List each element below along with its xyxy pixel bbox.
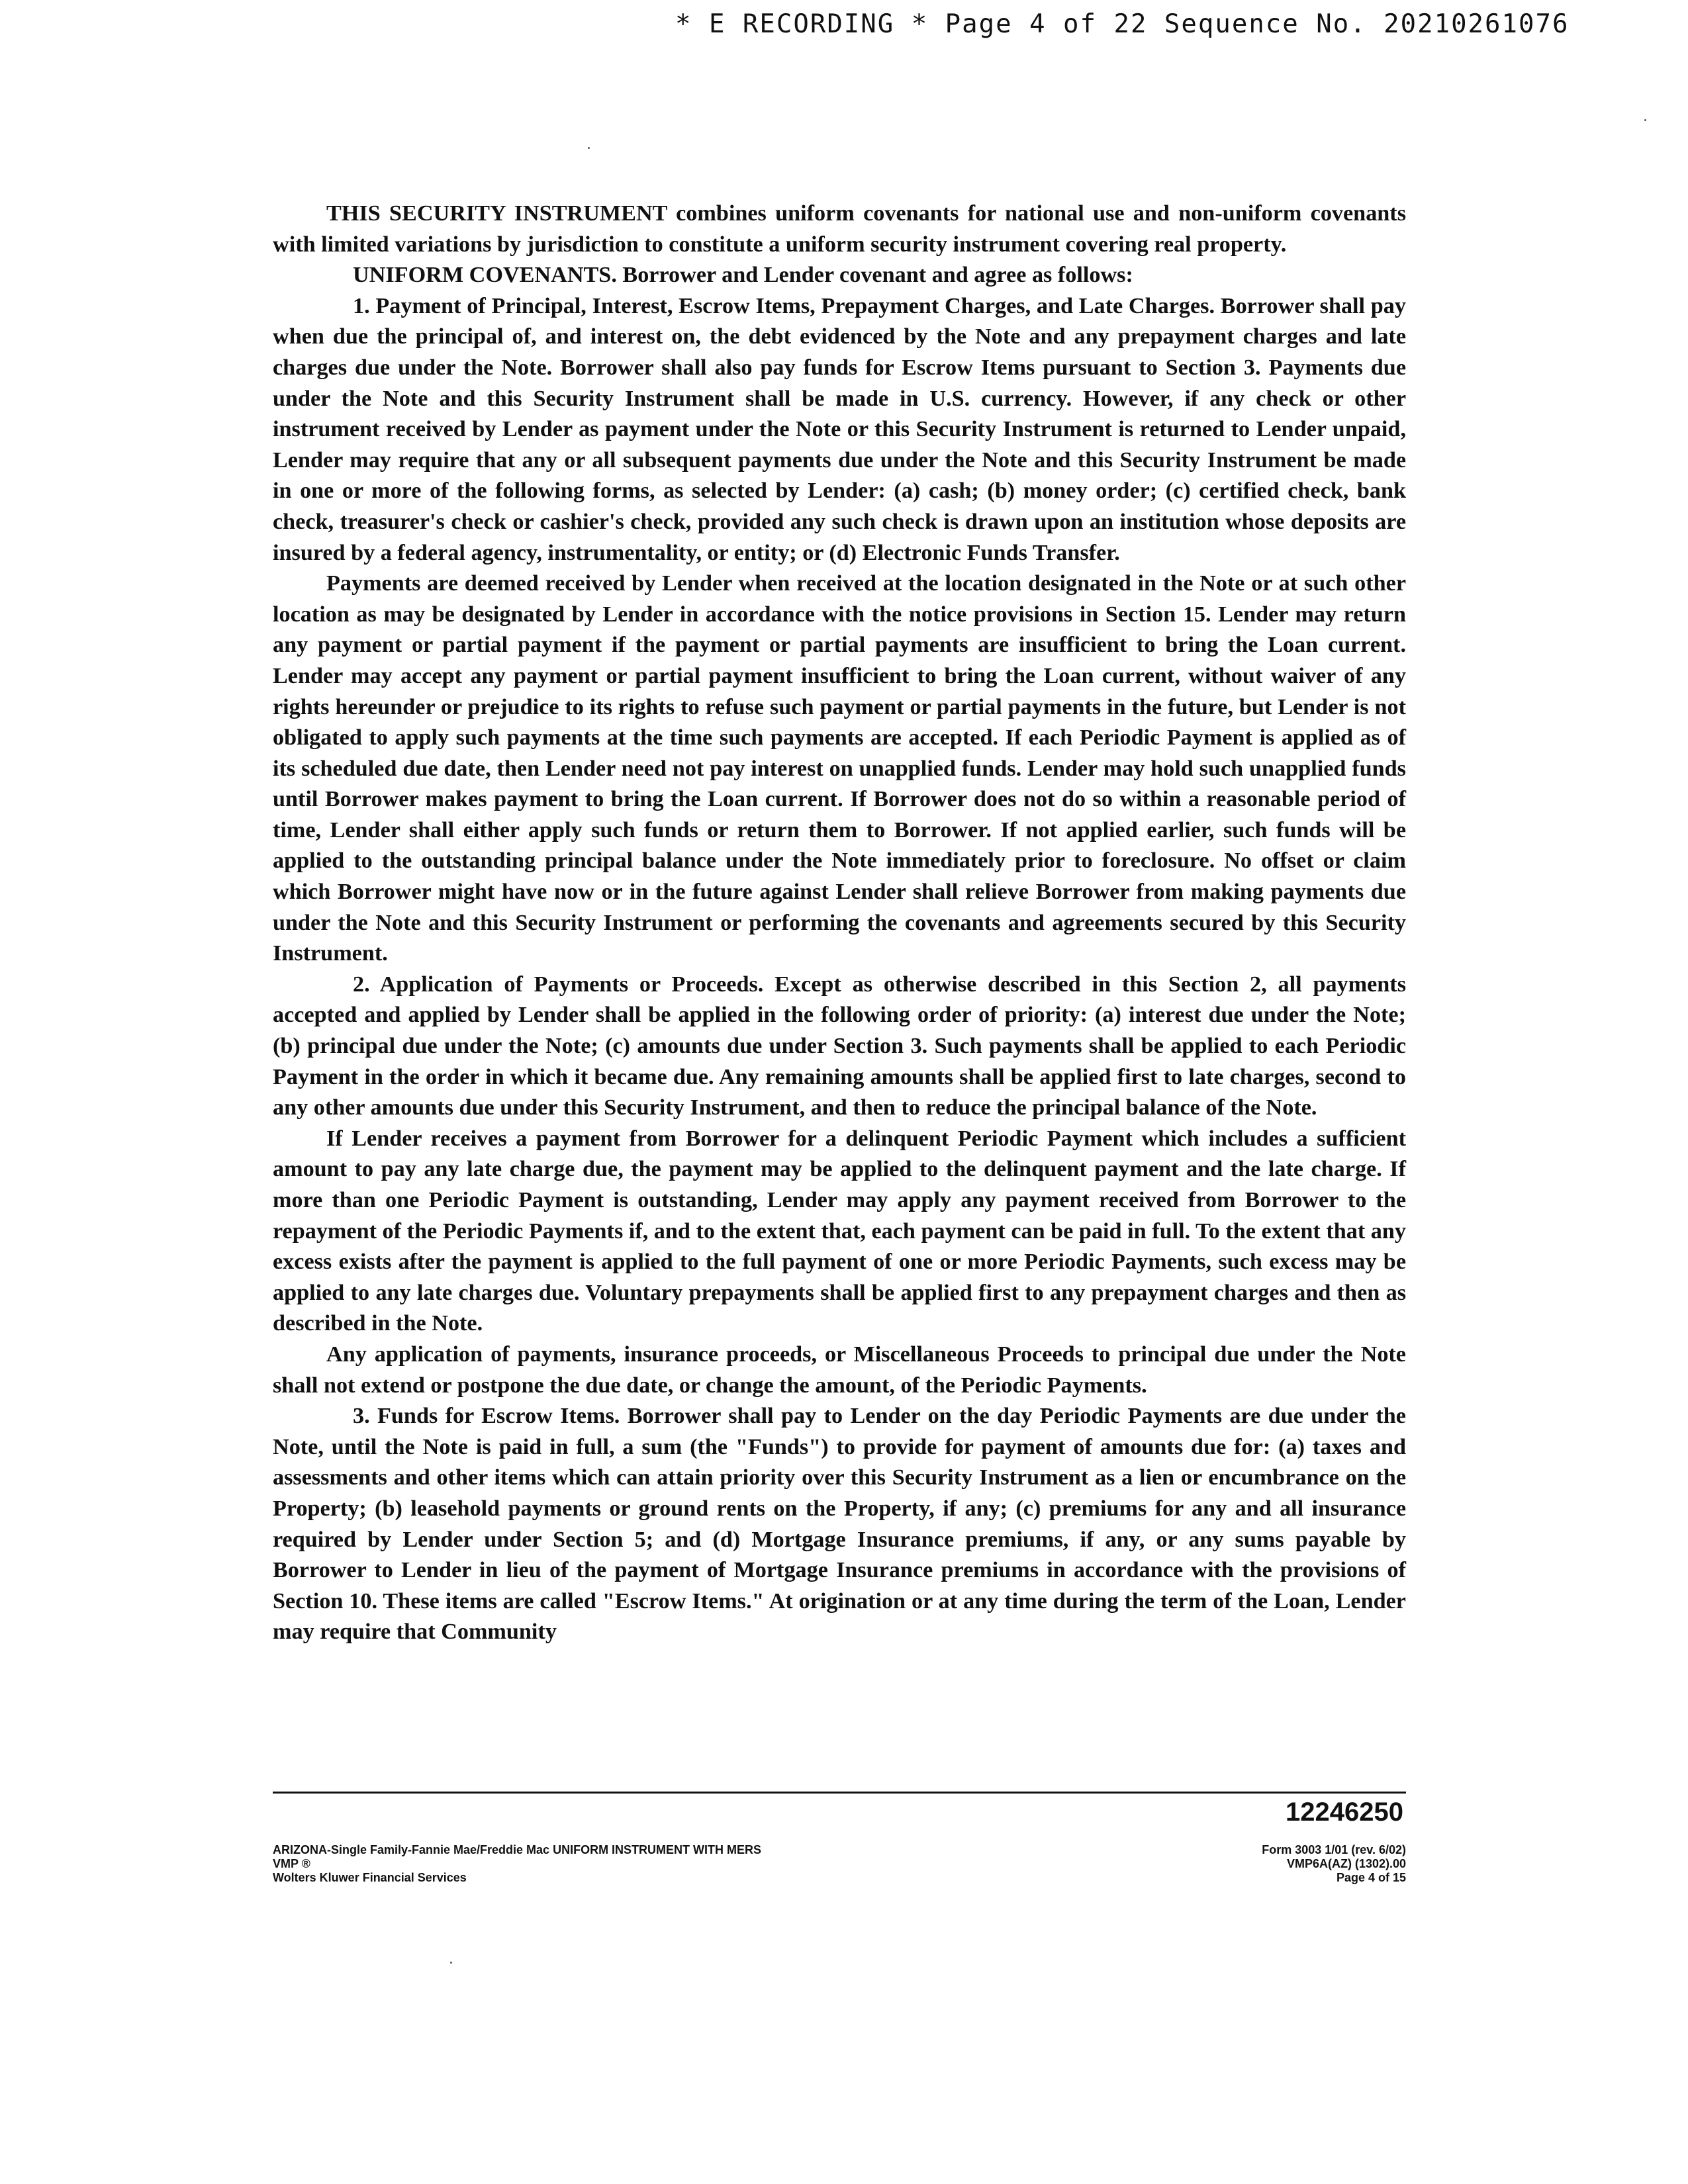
scan-speck — [588, 147, 590, 149]
delinquent-payment-paragraph: If Lender receives a payment from Borrower for a delinquent Periodic Payment which includes a sufficient amount to pay any late charge due, the payment may be applied to the delinquent payment and the late charge. If more than one Periodic Payment is outstanding, Lender may apply any payment received from Borrower to the repayment of the Periodic Payments if, and to the extent that, each payment can be paid in full. To the extent that any excess exists after the payment is applied to the full payment of one or more Periodic Payments, such excess may be applied to any late charges due. Voluntary prepayments shall be applied first to any prepayment charges and then as described in the Note. — [273, 1126, 1406, 1336]
footer-divider — [273, 1792, 1406, 1794]
footer-publisher: Wolters Kluwer Financial Services — [273, 1871, 467, 1884]
uniform-covenants-heading: UNIFORM COVENANTS. Borrower and Lender covenant and agree as follows: — [353, 263, 1133, 288]
section-3-paragraph: 3. Funds for Escrow Items. Borrower shall pay to Lender on the day Periodic Payments are due under the Note, until the Note is paid in full, a sum (the "Funds") to provide for payment of amounts due for: (a) taxes and assessments and other items which can attain priority over this Security Instrument as a lien or encumbrance on the Property; (b) leasehold payments or ground rents on the Property, if any; (c) premiums for any and all insurance required by Lender under Section 5; and (d) Mortgage Insurance premiums, if any, or any sums payable by Borrower to Lender in lieu of the payment of Mortgage Insurance premiums in accordance with the provisions of Section 10. These items are called "Escrow Items." At origination or at any time during the term of the Loan, Lender may require that Community — [273, 1404, 1406, 1645]
footer-form-number — [1262, 1843, 1406, 1885]
footer-vmp-code: VMP6A(AZ) (1302).00 — [1286, 1857, 1406, 1870]
footer-form-code: Form 3003 1/01 (rev. 6/02) — [1262, 1843, 1406, 1856]
section-2-paragraph: 2. Application of Payments or Proceeds. Except as otherwise described in this Section 2, all payments accepted and applied by Lender shall be applied in the following order of priority: (a) interest due under the Note; (b) principal due under the Note; (c) amounts due under Section 3. Such payments shall be applied to each Periodic Payment in the order in which it became due. Any remaining amounts shall be applied first to late charges, second to any other amounts due under this Security Instrument, and then to reduce the principal balance of the Note. — [273, 972, 1406, 1120]
footer-form-title: ARIZONA-Single Family-Fannie Mae/Freddie Mac UNIFORM INSTRUMENT WITH MERS — [273, 1843, 762, 1856]
footer-page-number: Page 4 of 15 — [1336, 1871, 1406, 1884]
loan-number: 12246250 — [1286, 1797, 1403, 1827]
recording-stamp: * E RECORDING * Page 4 of 22 Sequence No. 20210261076 — [675, 9, 1570, 39]
footer-form-info — [273, 1843, 761, 1885]
scan-speck — [450, 1962, 452, 1964]
footer-vmp-mark: VMP ® — [273, 1857, 310, 1870]
document-body — [273, 199, 1406, 1648]
intro-paragraph: THIS SECURITY INSTRUMENT combines uniform covenants for national use and non-uniform covenants with limited variations by jurisdiction to constitute a uniform security instrument covering real property. — [273, 201, 1406, 257]
application-paragraph: Any application of payments, insurance proceeds, or Miscellaneous Proceeds to principal due under the Note shall not extend or postpone the due date, or change the amount, of the Periodic Payments. — [273, 1342, 1406, 1398]
scan-speck — [1644, 119, 1646, 121]
payments-received-paragraph: Payments are deemed received by Lender when received at the location designated in the Note or at such other location as may be designated by Lender in accordance with the notice provisions in Section 15. Lender may return any payment or partial payment if the payment or partial payments are insufficient to bring the Loan current. Lender may accept any payment or partial payment insufficient to bring the Loan current, without waiver of any rights hereunder or prejudice to its rights to refuse such payment or partial payments in the future, but Lender is not obligated to apply such payments at the time such payments are accepted. If each Periodic Payment is applied as of its scheduled due date, then Lender need not pay interest on unapplied funds. Lender may hold such unapplied funds until Borrower makes payment to bring the Loan current. If Borrower does not do so within a reasonable period of time, Lender shall either apply such funds or return them to Borrower. If not applied earlier, such funds will be applied to the outstanding principal balance under the Note immediately prior to foreclosure. No offset or claim which Borrower might have now or in the future against Lender shall relieve Borrower from making payments due under the Note and this Security Instrument or performing the covenants and agreements secured by this Security Instrument. — [273, 571, 1406, 966]
section-1-paragraph: 1. Payment of Principal, Interest, Escrow Items, Prepayment Charges, and Late Charges. Borrower shall pay when due the principal of, and interest on, the debt evidenced by the Note and any prepayment charges and late charges due under the Note. Borrower shall also pay funds for Escrow Items pursuant to Section 3. Payments due under the Note and this Security Instrument shall be made in U.S. currency. However, if any check or other instrument received by Lender as payment under the Note or this Security Instrument is returned to Lender unpaid, Lender may require that any or all subsequent payments due under the Note and this Security Instrument be made in one or more of the following forms, as selected by Lender: (a) cash; (b) money order; (c) certified check, bank check, treasurer's check or cashier's check, provided any such check is drawn upon an institution whose deposits are insured by a federal agency, instrumentality, or entity; or (d) Electronic Funds Transfer. — [273, 293, 1406, 565]
